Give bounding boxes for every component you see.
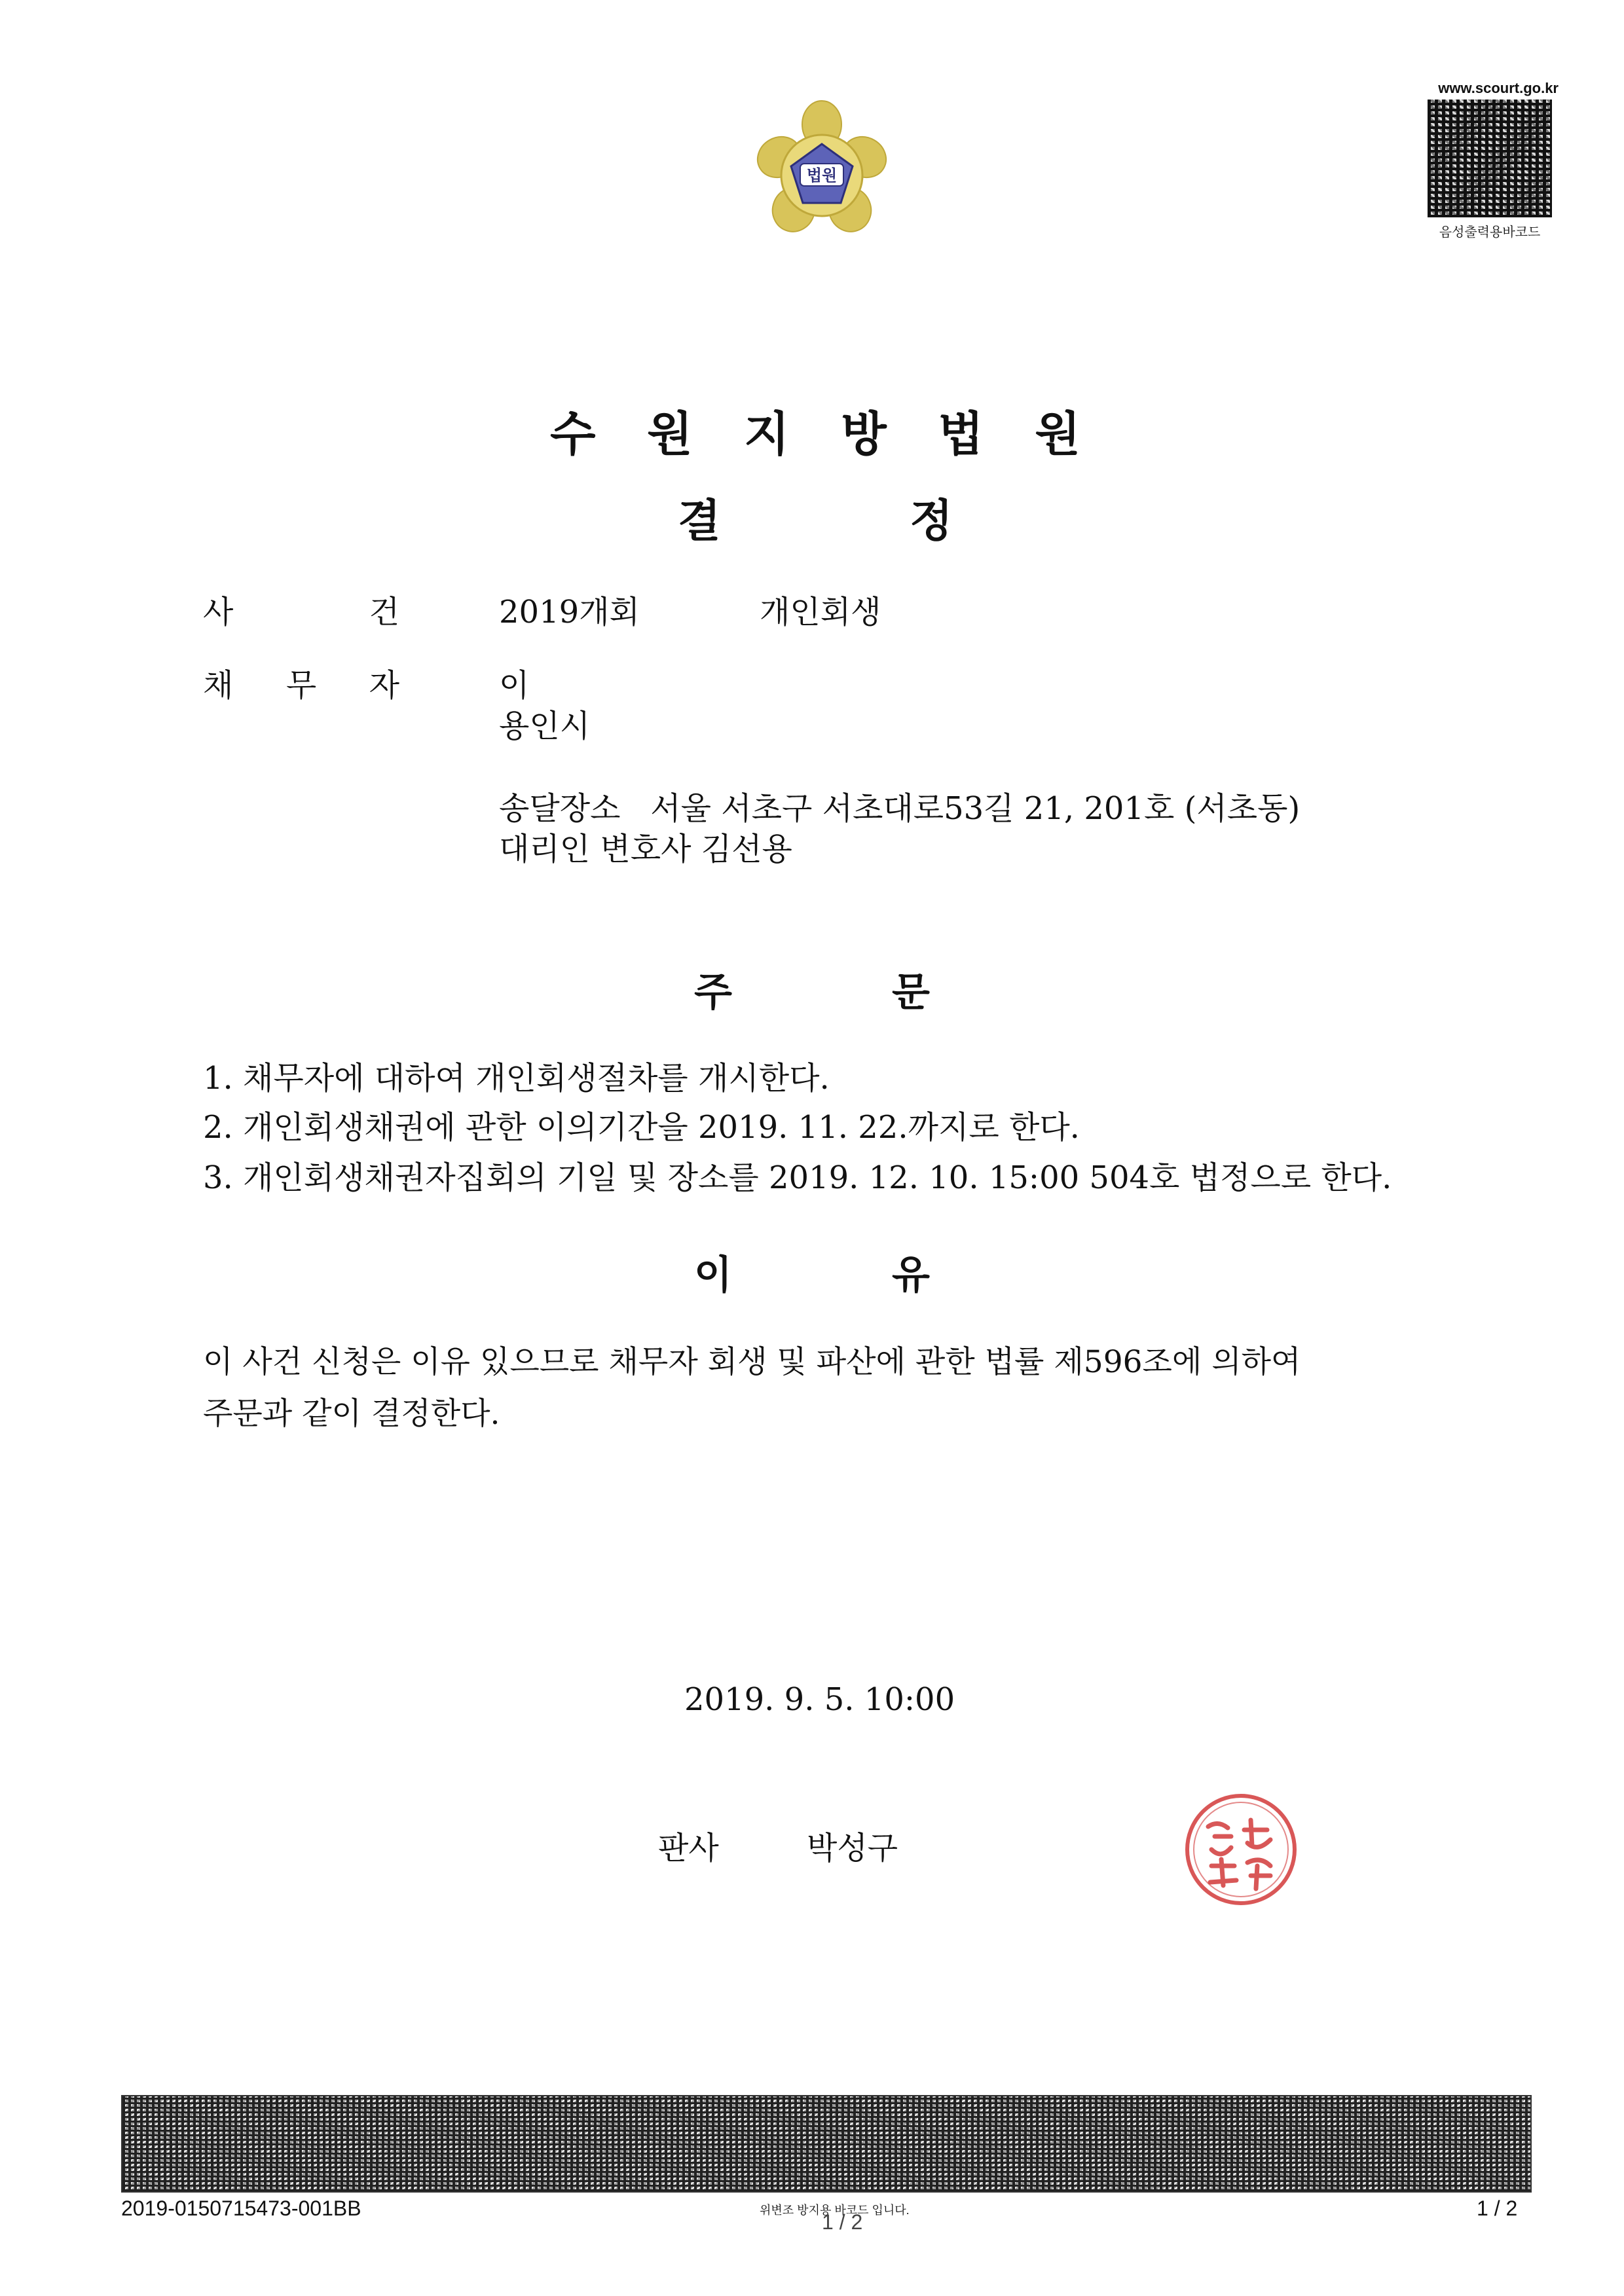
qr-caption: 음성출력용바코드 [1439, 225, 1541, 240]
anti-forgery-barcode [121, 2095, 1532, 2193]
anti-forgery-note: 위변조 방지용 바코드 입니다. [760, 2204, 910, 2217]
judge-name: 박성구 [807, 1830, 898, 1867]
qr-barcode [1428, 100, 1552, 217]
reason-heading-char: 유 [892, 1252, 930, 1298]
decision-title-char: 결 [678, 496, 721, 547]
court-title-char: 원 [1035, 407, 1080, 462]
court-title-char: 방 [841, 407, 887, 462]
debtor-address: 용인시 [499, 708, 591, 744]
decision-title [678, 486, 953, 549]
page-number-right: 1 / 2 [1477, 2196, 1518, 2220]
qr-url: www.scourt.go.kr [1438, 80, 1559, 96]
order-item: 1. 채무자에 대하여 개인회생절차를 개시한다. [203, 1060, 830, 1097]
order-heading [694, 961, 930, 1017]
debtor-name: 이 [499, 667, 530, 704]
reason-line-2: 주문과 같이 결정한다. [203, 1396, 500, 1432]
emblem-label: 법원 [806, 166, 838, 185]
delivery-line [499, 783, 1300, 828]
delivery-address: 서울 서초구 서초대로53길 21, 201호 (서초동) [650, 790, 1301, 827]
court-title-char: 법 [938, 407, 984, 462]
case-type: 개인회생 [760, 594, 881, 630]
court-title-char: 수 [550, 407, 596, 462]
decision-date: 2019. 9. 5. 10:00 [684, 1681, 955, 1718]
reason-line-1: 이 사건 신청은 이유 있으므로 채무자 회생 및 파산에 관한 법률 제596조에 의하여 [203, 1344, 1301, 1380]
case-label-char: 건 [369, 594, 399, 630]
case-label-char: 사 [203, 594, 234, 630]
court-title-char: 원 [647, 407, 693, 462]
court-title-char: 지 [744, 407, 790, 462]
delivery-label: 송달장소 [499, 790, 621, 827]
reason-heading-char: 이 [694, 1252, 732, 1298]
order-heading-char: 문 [892, 970, 930, 1015]
decision-title-char: 정 [910, 496, 953, 547]
debtor-label-char: 채 [203, 667, 234, 704]
case-number: 2019개회 [499, 594, 640, 630]
order-item: 3. 개인회생채권자집회의 기일 및 장소를 2019. 12. 10. 15:00 504호 법정으로 한다. [203, 1159, 1392, 1196]
court-title [550, 396, 1080, 464]
order-heading-char: 주 [694, 970, 732, 1015]
agent-line: 대리인 변호사 김선용 [499, 831, 792, 867]
page-number-center: 1 / 2 [822, 2210, 863, 2234]
court-emblem-icon [740, 98, 904, 249]
debtor-label-char: 무 [286, 667, 317, 704]
debtor-label-char: 자 [369, 667, 399, 704]
judge-seal-icon [1179, 1787, 1303, 1912]
order-item: 2. 개인회생채권에 관한 이의기간을 2019. 11. 22.까지로 한다. [203, 1109, 1080, 1146]
document-id: 2019-0150715473-001BB [121, 2196, 361, 2220]
debtor-label [203, 660, 399, 705]
case-label [203, 587, 399, 632]
judge-title: 판사 [658, 1830, 719, 1867]
reason-heading [694, 1244, 930, 1300]
